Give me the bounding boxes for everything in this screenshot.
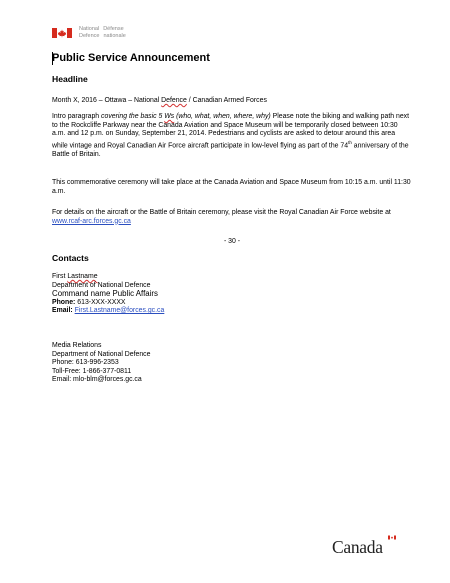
media-email: Email: mlo-blm@forces.gc.ca [52,376,142,384]
intro-end: anniversary of the Battle of Britain. [52,142,409,158]
contact-email [52,307,164,316]
headline-heading: Headline [52,74,88,84]
dept-fr-line-2: nationale [103,33,126,39]
canada-wordmark-text: Canada [332,537,383,557]
contact-first: First [52,273,68,280]
contact-block [52,273,164,316]
contact-name [52,273,164,282]
media-department: Department of National Defence [52,350,151,358]
intro-superscript: th [348,139,352,145]
dept-en-line-2: Defence [79,33,100,39]
intro-italic-ws: Ws [164,113,175,120]
contacts-heading: Contacts [52,253,89,263]
contact-command: Command name Public Affairs [52,289,158,299]
media-phone: Phone: 613-996-2353 [52,359,119,367]
intro-body: Please note the biking and walking path next to the Rockcliffe Parkway near the Canada Aviation and Space Museum will be temporarily closed between 10:30 a.m. and 12 p.m. on Sunday, September 21, 2014. Pedestrians and cyclists are asked to detour around this area while vintage and Royal Canadian Air Force aircraft participate in low-level flying as part of the 74 [52,113,410,150]
contact-phone-label: Phone: [52,298,76,306]
end-marker: - 30 - [223,238,241,245]
dept-en-line-1: National [79,26,100,32]
dateline-prefix: Month X, 2016 – Ottawa – National [52,97,162,104]
intro-lead: Intro paragraph [52,113,102,120]
canada-flag-icon [52,28,72,38]
dateline-suffix: / Canadian Armed Forces [186,97,267,104]
media-relations-block [52,342,150,385]
contact-phone-value: 613-XXX-XXXX [75,298,126,306]
contact-email-label: Email: [52,307,73,315]
intro-italic-pre: covering the basic 5 [101,113,165,120]
intro-italic-post: (who, what, when, where, why) [174,113,271,120]
intro-paragraph [52,113,412,159]
media-tollfree: Toll-Free: 1-866-377-0811 [52,367,132,375]
ceremony-paragraph: This commemorative ceremony will take place at the Canada Aviation and Space Museum from 10:15 a.m. until 11:30 a.m. [52,179,411,195]
contact-department: Department of National Defence [52,281,151,289]
contact-phone [52,299,164,308]
department-signature [79,26,126,40]
media-title: Media Relations [52,342,102,349]
dateline [52,97,412,106]
contact-email-link[interactable]: First.Lastname@forces.gc.ca [74,307,165,315]
details-paragraph [52,209,412,226]
details-text: For details on the aircraft or the Battle of Britain ceremony, please visit the Royal Canadian Air Force website at [52,209,391,216]
wordmark-flag-icon [388,535,396,540]
canada-wordmark [332,533,398,555]
rcaf-website-link[interactable]: www.rcaf-arc.forces.gc.ca [52,217,131,225]
document-title: Public Service Announcement [52,52,210,64]
contact-lastname: Lastname [67,273,98,280]
dept-fr-line-1: Défense [103,26,124,32]
dateline-defence: Defence [161,97,187,104]
